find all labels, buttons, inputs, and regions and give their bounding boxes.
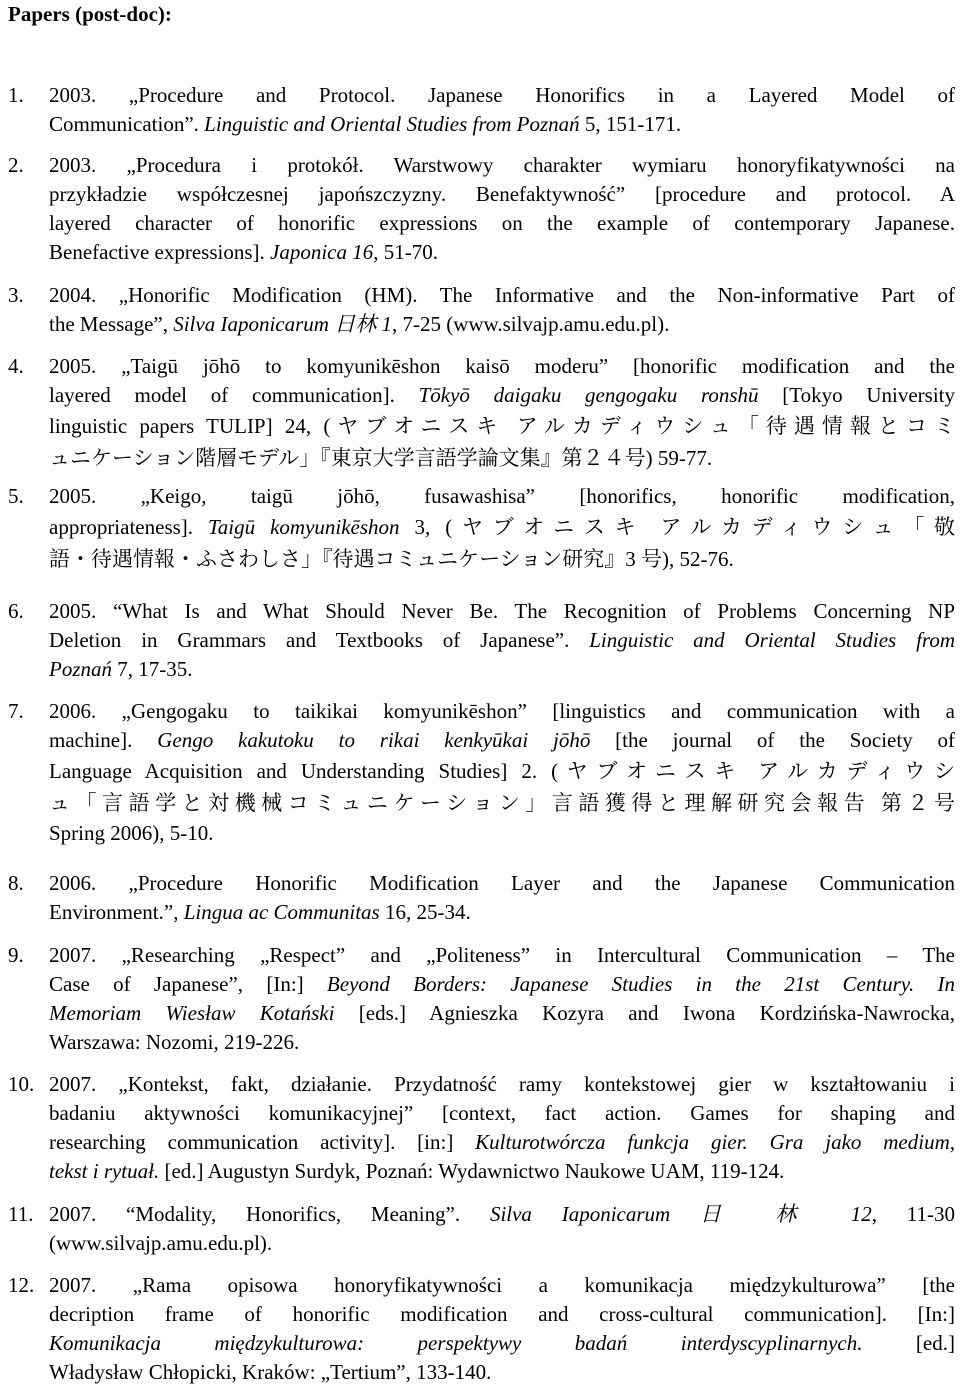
italic-title-text: Japonica 16: [270, 240, 374, 264]
paper-citation: [49, 352, 955, 474]
citation-text: [Tokyo University: [758, 383, 956, 407]
citation-text: decription frame of honorific modification and cross-cultural communication]. [In:]: [49, 1302, 955, 1326]
citation-line: [49, 81, 955, 110]
citation-line: [49, 1128, 955, 1157]
italic-title-text: Poznań: [49, 657, 112, 681]
citation-text: 語・待遇情報・ふさわしさ」『待遇コミュニケーション研究』3 号), 52-76.: [49, 547, 734, 571]
citation-line: [49, 1358, 955, 1387]
citation-text: 2006. „Gengogaku to taikikai komyunikēshon” [linguistics and communication with a: [49, 699, 955, 723]
paper-entry: [0, 151, 960, 267]
paper-entry: [0, 869, 960, 927]
citation-line: [49, 597, 955, 626]
paper-number: 2.: [8, 153, 24, 177]
citation-line: [49, 626, 955, 655]
paper-citation: [49, 869, 955, 927]
citation-line: [49, 410, 955, 442]
citation-text: Case of Japanese”, [In:]: [49, 972, 327, 996]
paper-number: 9.: [8, 943, 24, 967]
italic-title-text: Tōkyō daigaku gengogaku ronshū: [418, 383, 759, 407]
paper-number: 4.: [8, 354, 24, 378]
paper-entry: [0, 1271, 960, 1387]
paper-number: 7.: [8, 699, 24, 723]
citation-text: 7, 17-35.: [112, 657, 193, 681]
citation-text: 2007. „Kontekst, fakt, działanie. Przydatność ramy kontekstowej gier w kształtowaniu i: [49, 1072, 955, 1096]
paper-entry: [0, 1070, 960, 1186]
citation-text: Communication”.: [49, 112, 205, 136]
italic-title-text: Memoriam Wiesław Kotański: [49, 1001, 335, 1025]
citation-line: [49, 1300, 955, 1329]
citation-text: ュニケーション階層モデル」『東京大学言語学論文集』第２４号) 59-77.: [49, 446, 713, 470]
italic-title-text: Linguistic and Oriental Studies from: [589, 628, 955, 652]
citation-line: [49, 999, 955, 1028]
paper-entry: [0, 281, 960, 339]
citation-line: [49, 787, 955, 819]
citation-line: [49, 310, 955, 339]
citation-text: layered model of communication].: [49, 383, 419, 407]
citation-text: 2007. „Researching „Respect” and „Politeness” in Intercultural Communication – The: [49, 943, 955, 967]
citation-text: layered character of honorific expressions on the example of contemporary Japanese.: [49, 211, 955, 235]
citation-text: ュ「言語学と対機械コミュニケーション」言語獲得と理解研究会報告 第２号: [49, 791, 955, 815]
italic-title-text: Komunikacja międzykulturowa: perspektywy badań interdyscyplinarnych.: [49, 1331, 863, 1355]
citation-text: 2007. “Modality, Honorifics, Meaning”.: [49, 1202, 490, 1226]
citation-line: [49, 151, 955, 180]
citation-line: [49, 726, 955, 755]
citation-line: [49, 352, 955, 381]
citation-text: appropriateness].: [49, 515, 209, 539]
citation-text: 2005. „Keigo, taigū jōhō, fusawashisa” [honorifics, honorific modification,: [49, 484, 955, 508]
paper-citation: [49, 697, 955, 848]
citation-text: 3, (ヤブオニスキ アルカディウシュ「敬: [399, 515, 955, 539]
italic-title-text: Linguistic and Oriental Studies from Poznań: [204, 112, 580, 136]
citation-text: , 11-30: [871, 1202, 955, 1226]
citation-line: [49, 110, 955, 139]
citation-line: [49, 281, 955, 310]
paper-number: 6.: [8, 599, 24, 623]
paper-entry: [0, 81, 960, 139]
citation-text: 2005. „Taigū jōhō to komyunikēshon kaisō moderu” [honorific modification and the: [49, 354, 955, 378]
citation-line: [49, 869, 955, 898]
paper-citation: [49, 482, 955, 575]
paper-entry: [0, 1200, 960, 1258]
citation-line: [49, 1200, 955, 1229]
paper-number: 10.: [8, 1072, 35, 1096]
paper-number: 8.: [8, 871, 24, 895]
paper-citation: [49, 1200, 955, 1258]
citation-text: Władysław Chłopicki, Kraków: „Tertium”, 133-140.: [49, 1360, 492, 1384]
paper-number: 5.: [8, 484, 24, 508]
citation-text: przykładzie współczesnej japońszczyzny. Benefaktywność” [procedure and protocol. A: [49, 182, 955, 206]
italic-title-text: tekst i rytuał.: [49, 1159, 160, 1183]
citation-text: 2003. „Procedura i protokół. Warstwowy charakter wymiaru honoryfikatywności na: [49, 153, 955, 177]
citation-text: 2003. „Procedure and Protocol. Japanese Honorifics in a Layered Model of: [49, 83, 955, 107]
italic-title-text: Taigū komyunikēshon: [208, 515, 400, 539]
citation-text: the Message”,: [49, 312, 174, 336]
citation-text: 2006. „Procedure Honorific Modification Layer and the Japanese Communication: [49, 871, 955, 895]
citation-text: badaniu aktywności komunikacyjnej” [context, fact action. Games for shaping and: [49, 1101, 955, 1125]
italic-title-text: Silva Iaponicarum 日林 1: [173, 312, 392, 336]
paper-citation: [49, 1070, 955, 1186]
citation-line: [49, 1070, 955, 1099]
citation-text: 2007. „Rama opisowa honoryfikatywności a komunikacja międzykulturowa” [the: [49, 1273, 955, 1297]
citation-text: Spring 2006), 5-10.: [49, 821, 214, 845]
citation-text: , 51-70.: [373, 240, 438, 264]
citation-line: [49, 819, 955, 848]
citation-line: [49, 1099, 955, 1128]
citation-line: [49, 1329, 955, 1358]
paper-citation: [49, 597, 955, 684]
paper-citation: [49, 281, 955, 339]
citation-text: Environment.”,: [49, 900, 184, 924]
paper-citation: [49, 941, 955, 1057]
paper-number: 1.: [8, 83, 24, 107]
paper-entry: [0, 597, 960, 684]
citation-line: [49, 381, 955, 410]
citation-line: [49, 180, 955, 209]
citation-line: [49, 755, 955, 787]
paper-citation: [49, 81, 955, 139]
citation-line: [49, 482, 955, 511]
citation-text: machine].: [49, 728, 158, 752]
citation-text: (www.silvajp.amu.edu.pl).: [49, 1231, 273, 1255]
citation-line: [49, 697, 955, 726]
citation-line: [49, 970, 955, 999]
paper-entry: [0, 482, 960, 575]
italic-title-text: Lingua ac Communitas: [183, 900, 380, 924]
citation-text: Deletion in Grammars and Textbooks of Japanese”.: [49, 628, 590, 652]
citation-line: [49, 209, 955, 238]
citation-text: 2005. “What Is and What Should Never Be. The Recognition of Problems Concerning NP: [49, 599, 955, 623]
paper-number: 11.: [8, 1202, 34, 1226]
citation-text: 2004. „Honorific Modification (HM). The Informative and the Non-informative Part of: [49, 283, 955, 307]
citation-text: linguistic papers TULIP] 24, (ヤブオニスキ アルカディウシュ「待遇情報とコミ: [49, 414, 955, 438]
citation-text: [ed.]: [862, 1331, 955, 1355]
citation-text: Warszawa: Nozomi, 219-226.: [49, 1030, 300, 1054]
citation-line: [49, 941, 955, 970]
citation-line: [49, 1229, 955, 1258]
citation-text: researching communication activity]. [in:]: [49, 1130, 476, 1154]
citation-line: [49, 442, 955, 474]
paper-citation: [49, 151, 955, 267]
citation-line: [49, 1271, 955, 1300]
citation-line: [49, 1028, 955, 1057]
citation-line: [49, 655, 955, 684]
italic-title-text: Beyond Borders: Japanese Studies in the 21st Century. In: [326, 972, 955, 996]
paper-entry: [0, 352, 960, 474]
paper-citation: [49, 1271, 955, 1387]
paper-number: 12.: [8, 1273, 35, 1297]
italic-title-text: Gengo kakutoku to rikai kenkyūkai jōhō: [157, 728, 591, 752]
section-heading: Papers (post-doc):: [8, 2, 172, 26]
citation-line: [49, 543, 955, 575]
citation-line: [49, 511, 955, 543]
paper-entry: [0, 697, 960, 848]
citation-text: 16, 25-34.: [379, 900, 471, 924]
italic-title-text: Kulturotwórcza funkcja gier. Gra jako medium,: [475, 1130, 955, 1154]
italic-title-text: Silva Iaponicarum 日 林 12: [489, 1202, 872, 1226]
citation-text: [eds.] Agnieszka Kozyra and Iwona Kordzińska-Nawrocka,: [334, 1001, 955, 1025]
citation-text: , 7-25 (www.silvajp.amu.edu.pl).: [391, 312, 670, 336]
citation-text: [ed.] Augustyn Surdyk, Poznań: Wydawnictwo Naukowe UAM, 119-124.: [159, 1159, 785, 1183]
citation-text: Benefactive expressions].: [49, 240, 271, 264]
citation-text: [the journal of the Society of: [590, 728, 956, 752]
citation-line: [49, 238, 955, 267]
citation-text: 5, 151-171.: [579, 112, 682, 136]
paper-number: 3.: [8, 283, 24, 307]
paper-entry: [0, 941, 960, 1057]
citation-line: [49, 898, 955, 927]
citation-text: Language Acquisition and Understanding Studies] 2. (ヤブオニスキ アルカディウシ: [49, 759, 955, 783]
citation-line: [49, 1157, 955, 1186]
